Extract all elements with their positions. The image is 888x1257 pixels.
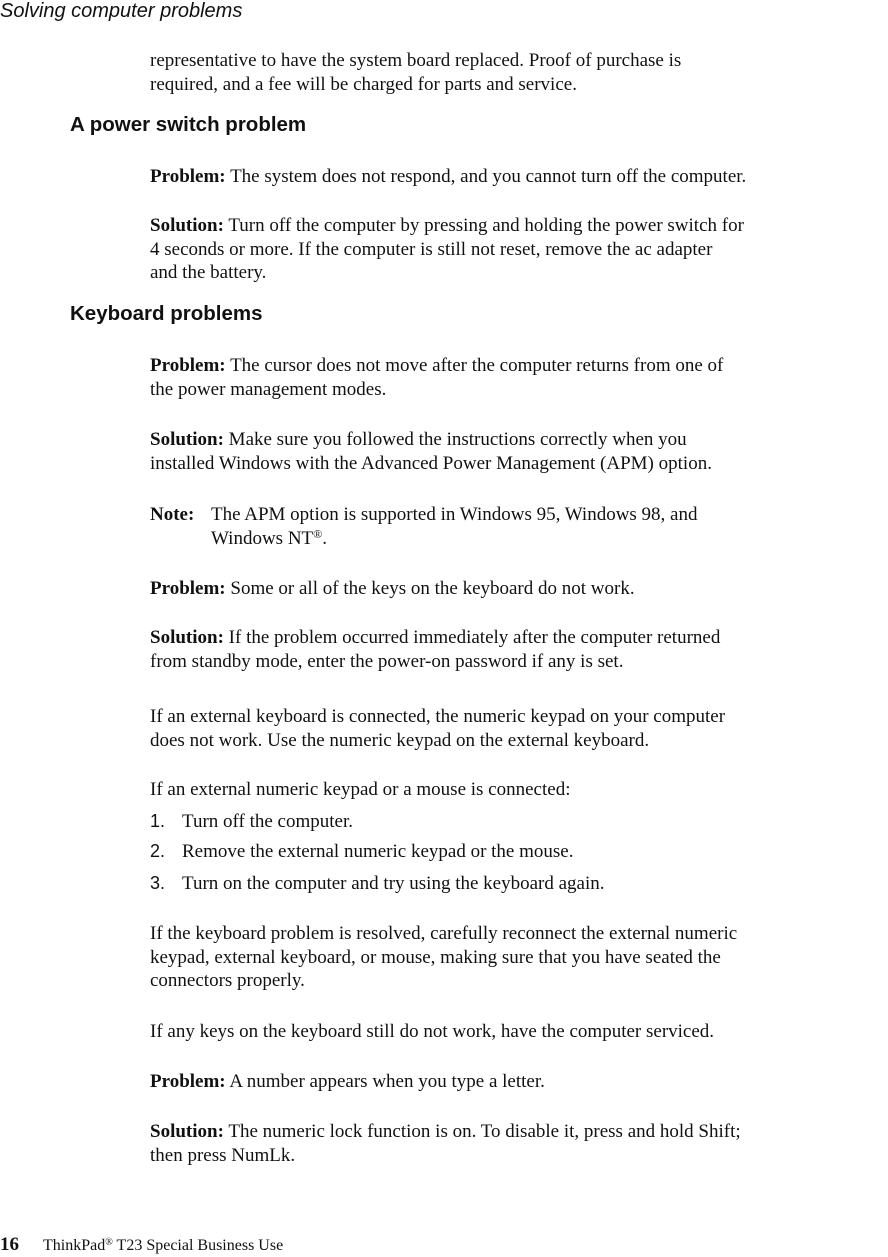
problem-text: Some or all of the keys on the keyboard do not work. [230,578,635,599]
page-number: 16 [0,1234,19,1255]
solution-line-2: then press NumLk. [150,1144,296,1166]
solution-label: Solution: [150,429,224,450]
paragraph-line-1: If the keyboard problem is resolved, carefully reconnect the external numeric [150,923,738,944]
solution-line-1: If the problem occurred immediately after the computer returned [228,627,721,648]
step-text: Turn off the computer. [182,811,353,832]
step-text: Turn on the computer and try using the keyboard again. [182,873,605,894]
external-keypad-intro: If an external numeric keypad or a mouse is connected: [150,779,571,800]
intro-line-2: required, and a fee will be charged for parts and service. [150,73,577,95]
solution-line-2: 4 seconds or more. If the computer is still not reset, remove the ac adapter [150,238,713,260]
solution-line-1: Turn off the computer by pressing and holding the power switch for [228,215,744,236]
problem-label: Problem: [150,355,226,376]
problem-label: Problem: [150,578,226,599]
resolved-paragraph [150,922,888,993]
keyboard-problem-1 [150,354,888,401]
power-switch-problem [150,165,888,189]
note-text [211,503,698,550]
step-number: 2. [150,841,166,861]
keyboard-solution-1 [150,428,888,475]
book-title: ThinkPad® T23 Special Business Use [43,1237,284,1254]
solution-line-2: installed Windows with the Advanced Power Management (APM) option. [150,452,712,474]
solution-line-3: and the battery. [150,262,267,283]
running-head: Solving computer problems [0,0,243,22]
paragraph-line-1: If an external keyboard is connected, the numeric keypad on your computer [150,706,726,727]
note-label: Note: [150,504,195,525]
note-line-2: Windows NT®. [211,526,328,549]
solution-line-2: from standby mode, enter the power-on password if any is set. [150,650,624,672]
paragraph-line-3: connectors properly. [150,970,305,991]
problem-line-1: The cursor does not move after the computer returns from one of [230,355,724,376]
problem-label: Problem: [150,166,226,187]
step-number: 3. [150,873,166,893]
problem-text: A number appears when you type a letter. [229,1071,545,1092]
step-text: Remove the external numeric keypad or the mouse. [182,841,574,862]
registered-mark: ® [105,1237,113,1248]
solution-line-1: Make sure you followed the instructions correctly when you [228,429,687,450]
solution-line-1: The numeric lock function is on. To disable it, press and hold Shift; [228,1121,741,1142]
problem-text: The system does not respond, and you cannot turn off the computer. [230,166,747,187]
problem-label: Problem: [150,1071,226,1092]
intro-paragraph [150,49,888,96]
keyboard-solution-3 [150,1120,888,1167]
keyboard-solution-2 [150,626,888,673]
solution-label: Solution: [150,1121,224,1142]
keyboard-problem-3 [150,1070,888,1094]
solution-label: Solution: [150,627,224,648]
external-keyboard-paragraph [150,705,888,752]
page-footer [0,1235,283,1256]
intro-line-1: representative to have the system board replaced. Proof of purchase is [150,50,682,71]
section-heading-keyboard: Keyboard problems [70,302,263,325]
registered-mark: ® [313,526,323,541]
problem-line-2: the power management modes. [150,378,387,400]
paragraph-line-2: does not work. Use the numeric keypad on the external keyboard. [150,729,650,751]
power-switch-solution [150,214,888,285]
note-line-1: The APM option is supported in Windows 95, Windows 98, and [211,504,698,525]
solution-label: Solution: [150,215,224,236]
paragraph-line-2: keypad, external keyboard, or mouse, making sure that you have seated the [150,946,721,968]
section-heading-power-switch: A power switch problem [70,113,307,136]
step-number: 1. [150,811,166,831]
keyboard-problem-2 [150,577,888,601]
service-paragraph: If any keys on the keyboard still do not work, have the computer serviced. [150,1021,715,1042]
